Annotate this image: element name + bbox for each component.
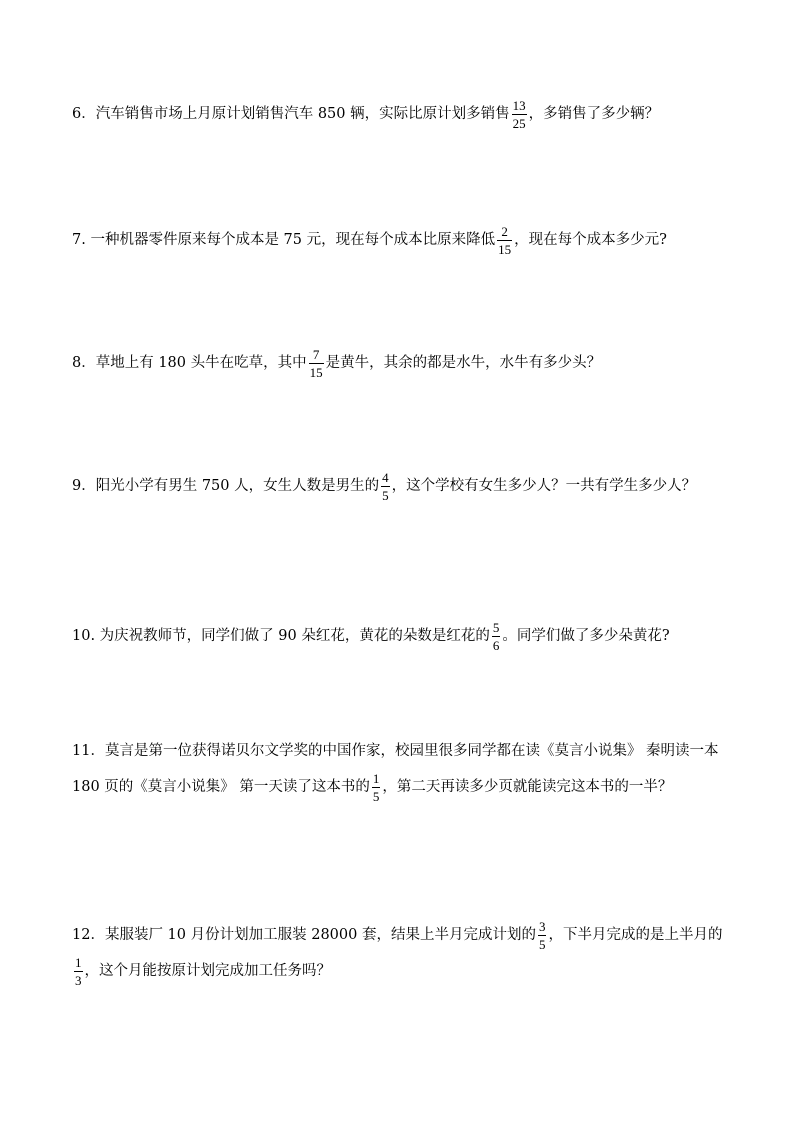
question-text: 6．汽车销售市场上月原计划销售汽车 850 辆，实际比原计划多销售 [72, 106, 510, 122]
fraction [309, 347, 324, 380]
fraction-numerator: 1 [75, 954, 82, 970]
fraction [538, 919, 547, 952]
fraction-numerator: 3 [538, 918, 546, 934]
question-text: ，这个学校有女生多少人？一共有学生多少人？ [391, 478, 697, 494]
fraction [74, 955, 83, 988]
fraction-denominator: 5 [382, 487, 389, 503]
question-10 [72, 618, 732, 654]
fraction-numerator: 4 [382, 469, 389, 485]
fraction-denominator: 25 [512, 115, 526, 131]
question-text: 是黄牛，其余的都是水牛，水牛有多少头？ [325, 355, 602, 371]
question-7 [72, 222, 732, 258]
question-text: 10. 为庆祝教师节，同学们做了 90 朵红花，黄花的朵数是红花的 [72, 628, 490, 644]
fraction [492, 620, 501, 653]
question-text: ，第二天再读多少页就能读完这本书的一半？ [382, 779, 673, 795]
fraction-denominator: 5 [372, 788, 380, 804]
fraction [497, 224, 512, 257]
question-text: 。同学们做了多少朵黄花? [502, 628, 670, 644]
fraction-denominator: 15 [309, 364, 323, 380]
question-text: 12．某服装厂 10 月份计划加工服装 28000 套，结果上半月完成计划的 [72, 927, 536, 943]
question-text: 11．莫言是第一位获得诺贝尔文学奖的中国作家，校园里很多同学都在读《莫言小说集》 秦明读一本 180 页的《莫言小说集》 第一天读了这本书的 [72, 743, 719, 795]
fraction-numerator: 5 [492, 619, 500, 635]
fraction-numerator: 1 [372, 770, 380, 786]
fraction [372, 771, 381, 804]
fraction-numerator: 13 [512, 97, 526, 113]
fraction-numerator: 7 [312, 346, 320, 362]
fraction-denominator: 15 [498, 241, 512, 257]
question-text: ，现在每个成本多少元? [514, 232, 667, 248]
question-text: 7. 一种机器零件原来每个成本是 75 元，现在每个成本比原来降低 [72, 232, 496, 248]
question-9 [72, 468, 732, 504]
fraction-denominator: 5 [538, 936, 546, 952]
question-text: ，下半月完成的是上半月的 [548, 927, 723, 943]
question-text: ，这个月能按原计划完成加工任务吗？ [84, 963, 331, 979]
question-8 [72, 345, 732, 381]
question-text: 9．阳光小学有男生 750 人，女生人数是男生的 [72, 478, 380, 494]
question-6 [72, 96, 732, 132]
fraction-numerator: 2 [501, 223, 508, 239]
question-text: ，多销售了多少辆？ [528, 106, 660, 122]
fraction [381, 470, 390, 503]
question-text: 8．草地上有 180 头牛在吃草，其中 [72, 355, 307, 371]
question-11 [72, 733, 732, 805]
fraction-denominator: 6 [492, 637, 500, 653]
fraction-denominator: 3 [75, 972, 82, 988]
question-12 [72, 917, 732, 989]
fraction [512, 98, 527, 131]
